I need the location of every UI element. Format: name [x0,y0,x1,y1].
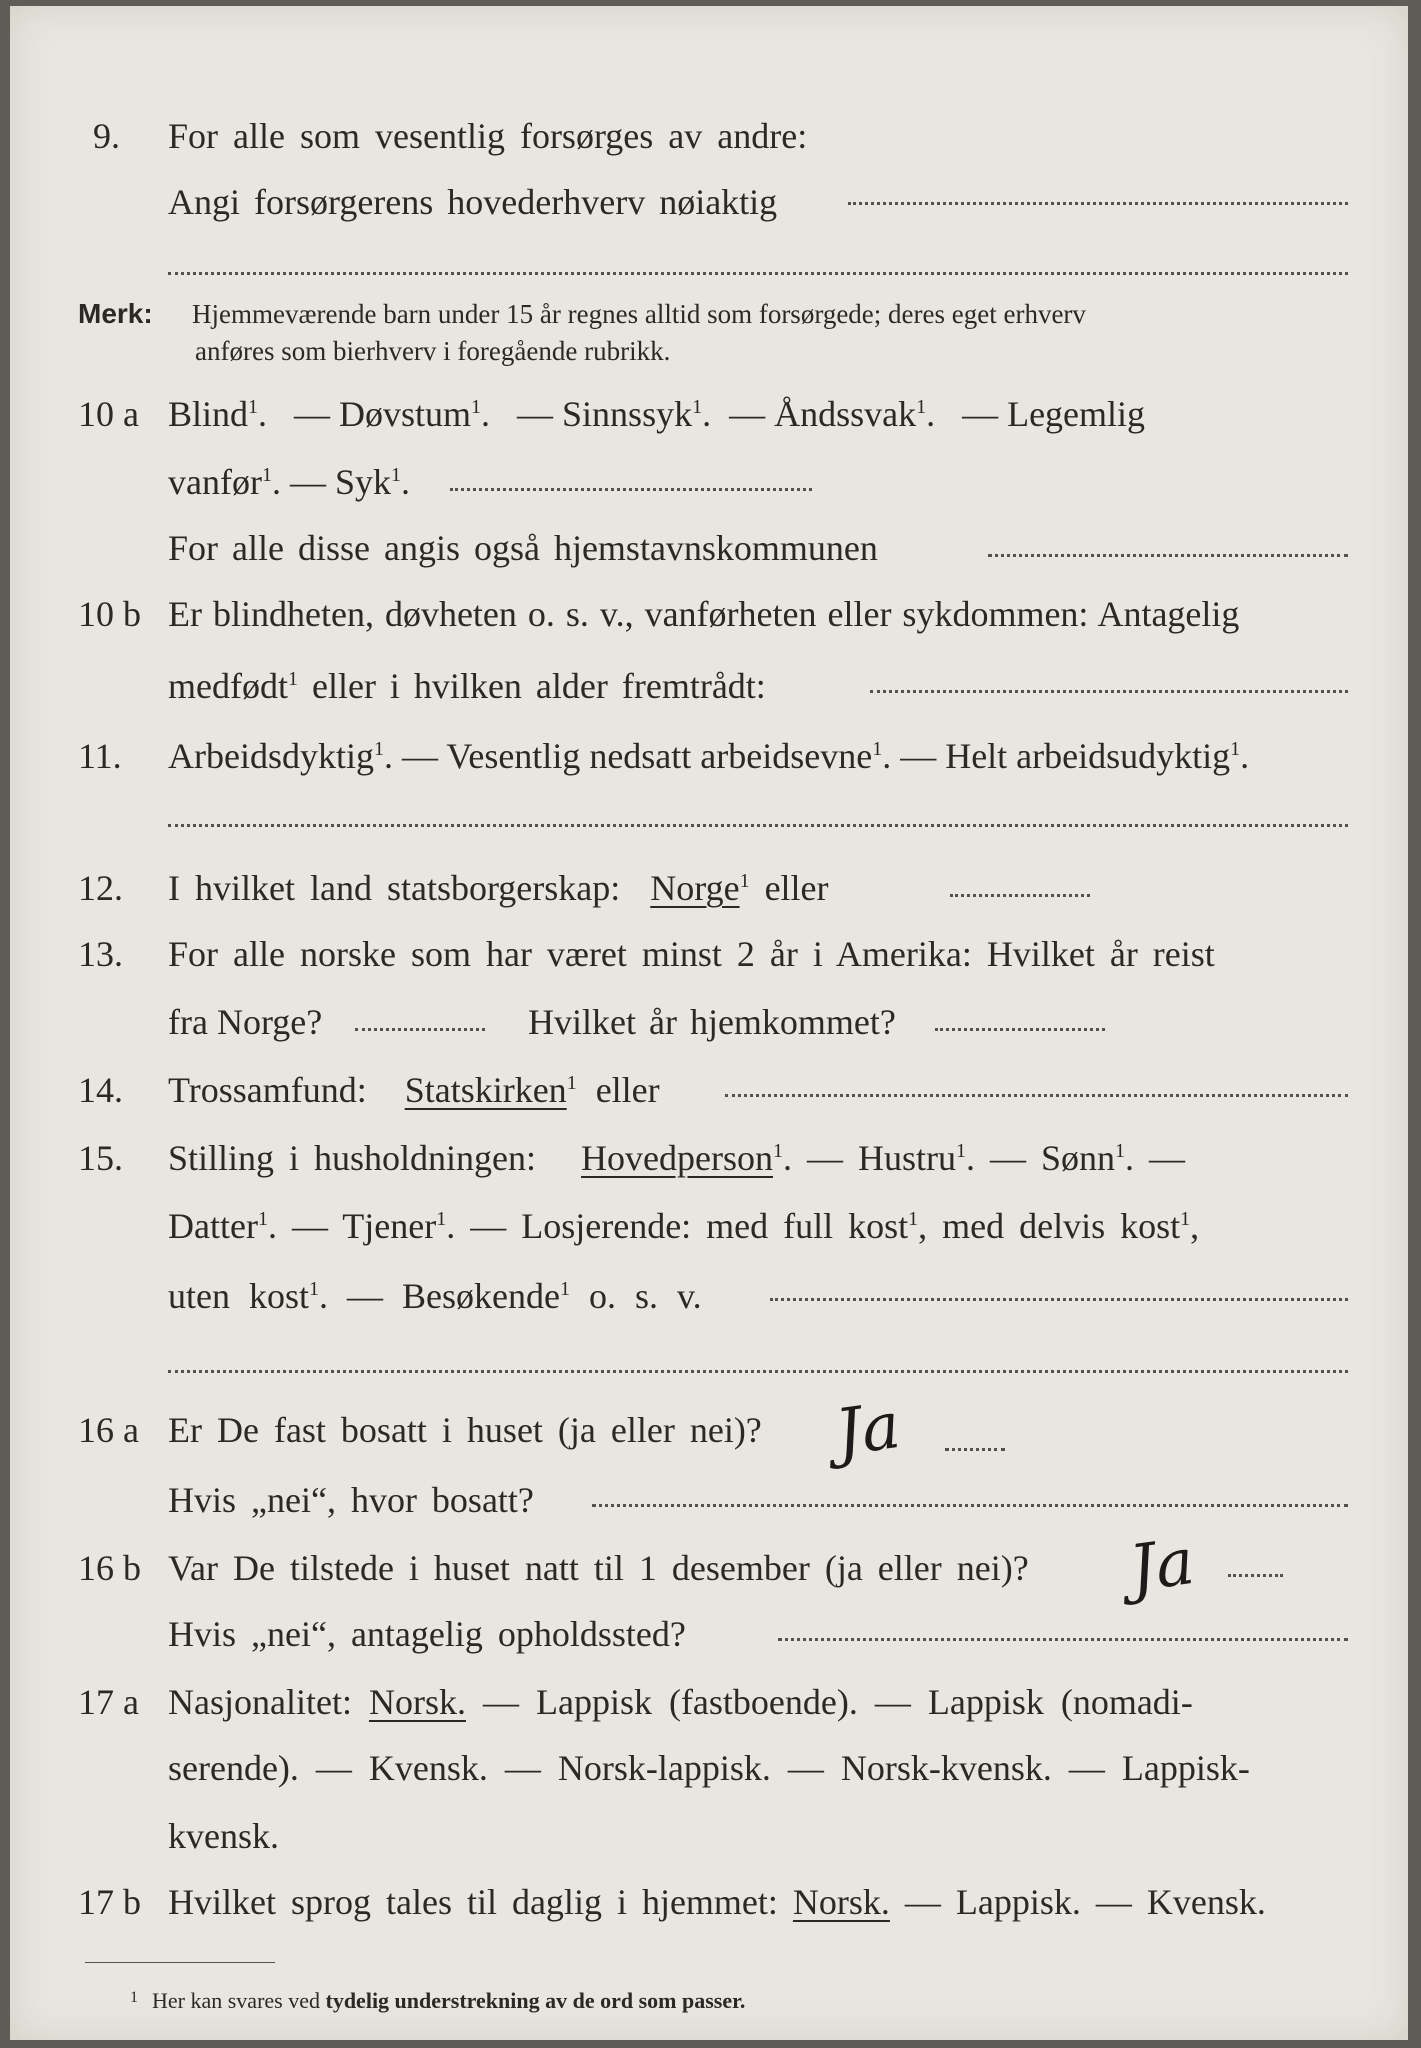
q9-answer-field [848,202,1348,205]
merk-label: Merk: [78,298,153,329]
q17b-prompt: Hvilket sprog tales til daglig i hjemmet: [168,1882,778,1922]
q10a-legemlig: — Legemlig [962,394,1146,434]
q12-eller: eller [764,868,829,908]
q15-answer-field [770,1298,1348,1301]
q12-line [168,870,829,906]
q17b-line: Hvilket sprog tales til daglig i hjemmet: Norsk. — Lappisk. — Kvensk. [168,1882,1266,1922]
q14-statskirken-underlined: Statskirken [404,1070,567,1110]
q14-number: 14. [78,1070,123,1110]
census-form-page [10,6,1408,2040]
q12-answer-field [950,894,1090,897]
footnote-mark: 1 [261,464,272,486]
q15-number: 15. [78,1138,123,1178]
q17a-norsk-underlined: Norsk. [368,1682,466,1722]
q15-line2: Datter$^1$. — Tjener$^1$. — Losjerende: med full kost$^1$, med delvis kost$^1$, [168,1206,1200,1246]
q16a-line1: Er De fast bosatt i huset (ja eller nei)? [168,1410,762,1450]
q13-hjem: Hvilket år hjemkommet? [528,1002,896,1042]
footnote-mark: 1 [373,738,384,760]
q14-eller: eller [595,1070,660,1110]
q10a-home-field [988,554,1348,557]
footnote [130,1990,745,2012]
q16a-handwritten-answer: Ja [831,1388,905,1472]
footnote-mark: 1 [436,1208,447,1230]
q12-prompt: I hvilket land statsborgerskap: [168,868,621,908]
footnote-mark: 1 [566,1072,577,1094]
q10b-line1: Er blindheten, døvheten o. s. v., vanførheten eller sykdommen: Antagelig [168,594,1240,634]
q9-number: 9. [93,116,120,156]
q16b-opholdssted-field [778,1638,1348,1641]
q10b-medfodt: medfødt [168,666,288,706]
q17a-line2: serende). — Kvensk. — Norsk-lappisk. — Norsk-kvensk. — Lappisk- [168,1748,1250,1788]
q17a-line1: Nasjonalitet: Norsk. — Lappisk (fastboende). — Lappisk (nomadi- [168,1682,1193,1722]
q10a-blind: Blind [168,394,249,434]
footnote-mark: 1 [130,1989,138,2006]
footnote-mark: 1 [471,396,482,418]
q9-line1: For alle som vesentlig forsørges av andre: [168,116,808,156]
footnote-mark: 1 [1115,1140,1126,1162]
q13-reist-field [355,1028,485,1031]
footnote-mark: 1 [916,396,927,418]
q15-hovedperson-underlined: Hovedperson [581,1138,773,1178]
q17b-number: 17 b [78,1882,141,1922]
footnote-mark: 1 [1230,738,1241,760]
q11-answer-field [168,824,1348,827]
footnote-mark: 1 [391,464,401,486]
footnote-mark: 1 [739,870,750,892]
q10a-vanfor: vanfør [168,462,262,502]
q17a-number: 17 a [78,1682,139,1722]
footnote-mark: 1 [559,1278,570,1300]
q10a-line3: For alle disse angis også hjemstavnskommunen [168,528,878,568]
q14-line [168,1072,660,1108]
merk-line1: Hjemmeværende barn under 15 år regnes alltid som forsørgede; deres eget erhverv [192,299,1086,329]
q17b-norsk-underlined: Norsk. [792,1882,890,1922]
q16b-answer-field [1228,1574,1283,1577]
q16a-number: 16 a [78,1410,139,1450]
q17a-prompt: Nasjonalitet: [168,1682,352,1722]
q16b-handwritten-answer: Ja [1125,1524,1199,1608]
footnote-mark: 1 [908,1208,919,1230]
q13-fra: fra Norge? [168,1002,323,1042]
footnote-mark: 1 [257,1208,268,1230]
q10a-line1: Blind$^1$. — Døvstum$^1$. — Sinnssyk$^1$. — Åndssvak$^1$. — Legemlig [168,394,1146,434]
q15-line3: uten kost$^1$. — Besøkende$^1$ o. s. v. [168,1276,702,1316]
q11-line: Arbeidsdyktig$^1$. — Vesentlig nedsatt arbeidsevne$^1$. — Helt arbeidsudyktig$^1$. [168,736,1250,776]
q10a-sinnssyk: — Sinnssyk [517,394,693,434]
q9-line2: Angi forsørgerens hovederhverv nøiaktig [168,182,778,222]
q10b-answer-field [870,690,1348,693]
footnote-mark: 1 [772,1140,783,1162]
q10a-answer-field [450,488,812,491]
q16a-answer-field [945,1448,1005,1451]
q11-udyktig: . — Helt arbeidsudyktig [882,736,1231,776]
footnote-mark: 1 [872,738,883,760]
q11-number: 11. [78,736,122,776]
footnote-mark: 1 [287,668,298,690]
q10a-line2: vanfør$^1$. — Syk$^1$. [168,462,410,502]
q12-norge-underlined: Norge [650,868,740,908]
footnote-mark: 1 [1180,1208,1191,1230]
footnote-text: Her kan svares ved [152,1988,320,2013]
q15-prompt: Stilling i husholdningen: [168,1138,537,1178]
merk-line2: anføres som bierhverv i foregående rubrikk. [195,336,671,366]
q16b-number: 16 b [78,1548,141,1588]
q10a-number: 10 a [78,394,139,434]
q11-nedsatt: . — Vesentlig nedsatt arbeidsevne [383,736,873,776]
q12-number: 12. [78,868,123,908]
q11-arbeidsdyktig: Arbeidsdyktig [168,736,374,776]
q16b-line2: Hvis „nei“, antagelig opholdssted? [168,1614,686,1654]
q13-line1: For alle norske som har været minst 2 år i Amerika: Hvilket år reist [168,934,1215,974]
footnote-bold-text: tydelig understrekning av de ord som passer. [325,1988,746,2013]
q9-answer-field-2 [168,272,1348,275]
q14-answer-field [725,1094,1348,1097]
q10a-syk: — Syk [289,462,391,502]
q13-hjem-field [935,1028,1105,1031]
q16a-bosatt-field [592,1504,1348,1507]
q10b-number: 10 b [78,594,141,634]
q10a-dovstum: — Døvstum [294,394,472,434]
footnote-mark: 1 [309,1278,319,1300]
q10b-rest: eller i hvilken alder fremtrådt: [311,666,766,706]
footnote-rule [85,1962,275,1963]
footnote-mark: 1 [692,396,703,418]
q15-line1: Stilling i husholdningen: Hovedperson$^1$. — Hustru$^1$. — Sønn$^1$. — [168,1138,1186,1178]
q17a-line3: kvensk. [168,1816,279,1856]
q14-prompt: Trossamfund: [168,1070,367,1110]
q13-number: 13. [78,934,123,974]
q16a-line2: Hvis „nei“, hvor bosatt? [168,1480,534,1520]
q15-answer-field-2 [168,1370,1348,1373]
q16b-line1: Var De tilstede i huset natt til 1 desember (ja eller nei)? [168,1548,1029,1588]
footnote-mark: 1 [248,396,259,418]
q10a-andssvak: — Åndssvak [729,394,917,434]
footnote-mark: 1 [955,1140,966,1162]
q10b-line2 [168,668,766,704]
